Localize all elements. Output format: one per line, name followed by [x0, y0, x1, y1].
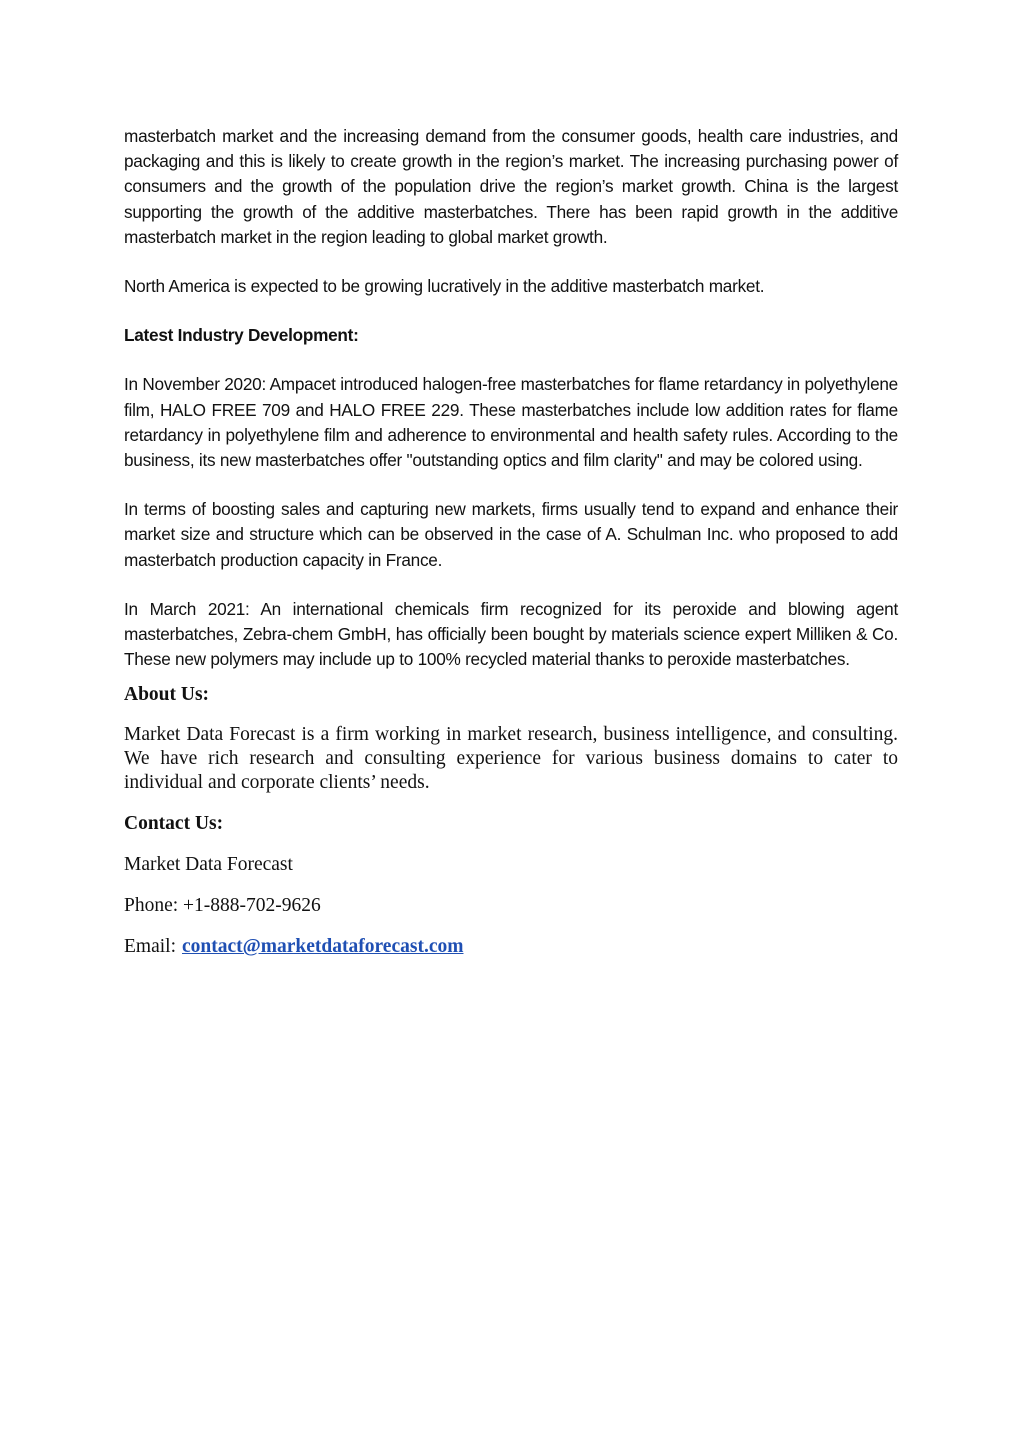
contact-phone: Phone: +1-888-702-9626 [124, 895, 321, 917]
paragraph-zebra-chem: In March 2021: An international chemicals firm recognized for its peroxide and blowing agent masterbatches, Zebra-chem GmbH, has officially been bought by materials science expert Milliken & Co. These new polymers may include up to 100% recycled material thanks to peroxide masterbatches. [124, 598, 898, 670]
contact-company: Market Data Forecast [124, 854, 293, 876]
email-link[interactable]: contact@marketdataforecast.com [182, 936, 464, 958]
paragraph-schulman: In terms of boosting sales and capturing new markets, firms usually tend to expand and enhance their market size and structure which can be observed in the case of A. Schulman Inc. who proposed to add masterbatch production capacity in France. [124, 499, 898, 570]
paragraph-north-america: North America is expected to be growing lucratively in the additive masterbatch market. [124, 276, 765, 297]
contact-email-row [124, 935, 898, 959]
paragraph-ampacet: In November 2020: Ampacet introduced halogen-free masterbatches for flame retardancy in polyethylene film, HALO FREE 709 and HALO FREE 229. These masterbatches include low addition rates for flame retardancy in polyethylene film and adherence to environmental and health safety rules. According to the business, its new masterbatches offer "outstanding optics and film clarity" and may be colored using. [124, 374, 898, 471]
contact-heading: Contact Us: [124, 813, 224, 835]
about-heading: About Us: [124, 684, 210, 706]
document-content [124, 124, 898, 959]
latest-development-heading: Latest Industry Development: [124, 325, 359, 346]
email-label: Email: [124, 936, 176, 958]
paragraph-asia-market: masterbatch market and the increasing demand from the consumer goods, health care industries, and packaging and this is likely to create growth in the region’s market. The increasing purchasing power of consumers and the growth of the population drive the region’s market growth. China is the largest supporting the growth of the additive masterbatches. There has been rapid growth in the additive masterbatch market in the region leading to global market growth. [124, 126, 898, 247]
about-body: Market Data Forecast is a firm working in market research, business intelligence, and consulting. We have rich research and consulting experience for various business domains to cater to individual and corporate clients’ needs. [124, 724, 898, 794]
